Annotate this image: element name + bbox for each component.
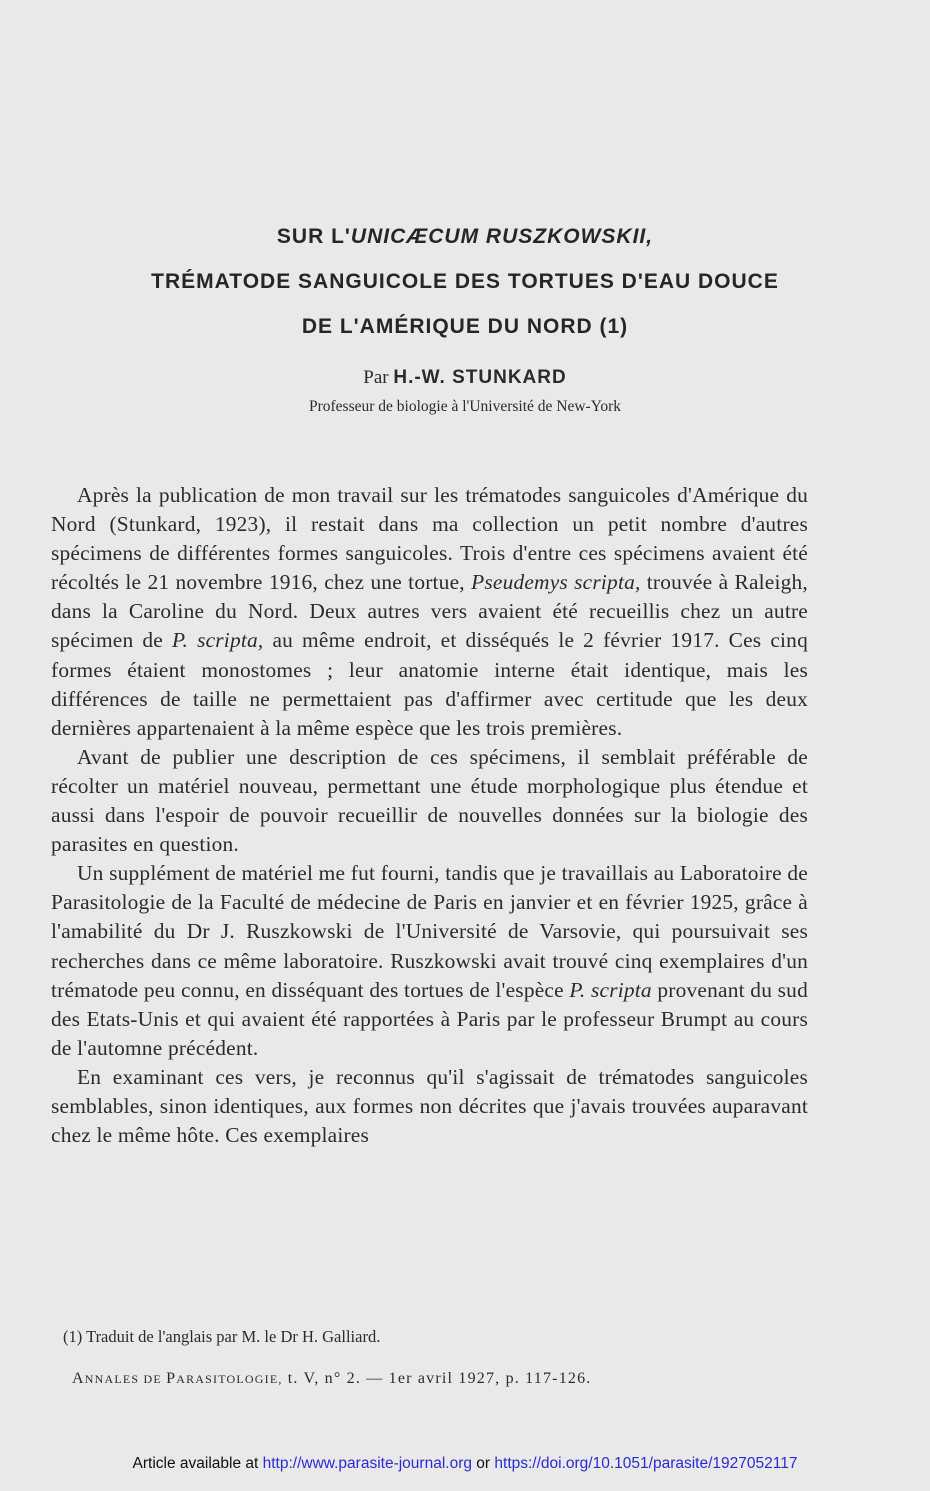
article-title [0, 214, 930, 349]
title-line-1 [0, 214, 930, 259]
author-name: H.-W. STUNKARD [393, 367, 567, 388]
journal-name-initial-p: P [166, 1370, 177, 1387]
author-prefix: Par [363, 367, 389, 388]
author-line [0, 367, 930, 389]
species-name: Pseudemys scripta, [471, 570, 641, 595]
footer-separator: or [471, 1455, 495, 1472]
paragraph-1-text-c: au même endroit, et disséqués le 2 février 1917. Ces cinq formes étaient monostomes ; leur anatomie interne était identique, mais les différences de taille ne permettaient pas d'affirmer avec certitude que les deux dernières appartenaient à la même espèce que les trois premières. [51, 628, 808, 740]
paragraph-2: Avant de publier une description de ces spécimens, il semblait préférable de récolter un matériel nouveau, permettant une étude morphologique plus étendue et aussi dans l'espoir de pouvoir recueillir de nouvelles données sur la biologie des parasites en question. [51, 744, 808, 857]
availability-footer [0, 1455, 930, 1473]
footer-prefix: Article available at [132, 1455, 263, 1472]
paragraph-3 [51, 859, 808, 1063]
journal-name-initial-a: A [72, 1370, 85, 1387]
author-affiliation: Professeur de biologie à l'Université de New-York [308, 398, 621, 415]
doi-link[interactable]: https://doi.org/10.1051/parasite/1927052117 [494, 1455, 798, 1472]
species-name: P. scripta, [172, 628, 264, 653]
species-name: P. scripta [569, 977, 652, 1002]
title-line-1-species: UNICÆCUM RUSZKOWSKII, [350, 225, 654, 248]
title-line-3: DE L'AMÉRIQUE DU NORD (1) [301, 315, 629, 338]
paragraph-3-text-a: Un supplément de matériel me fut fourni, tandis que je travaillais au Laboratoire de Parasitologie de la Faculté de médecine de Paris en janvier et en février 1925, grâce à l'amabilité du Dr J. Ruszkowski de l'Université de Varsovie, qui poursuivait ses recherches dans ce même laboratoire. Ruszkowski avait trouvé cinq exemplaires d'un trématode peu connu, en disséquant des tortues de l'espèce [51, 861, 808, 1002]
footnote: (1) Traduit de l'anglais par M. le Dr H. Galliard. [63, 1327, 381, 1346]
title-line-1-prefix: SUR L' [276, 225, 351, 248]
title-line-2: TRÉMATODE SANGUICOLE DES TORTUES D'EAU DOUCE [151, 270, 779, 293]
paragraph-4: En examinant ces vers, je reconnus qu'il s'agissait de trématodes sanguicoles semblables, sinon identiques, aux formes non décrites que j'avais trouvées auparavant chez le même hôte. Ces exemplaires [51, 1064, 808, 1148]
paragraph-1-text-a: Après la publication de mon travail sur les trématodes sanguicoles d'Amérique du Nord (Stunkard, 1923), il restait dans ma collection un petit nombre d'autres spécimens de différentes formes sanguicoles. Trois d'entre ces spécimens avaient été récoltés le 21 novembre 1916, chez une tortue, [51, 483, 808, 595]
journal-name-part-d: ARASITOLOGIE, [176, 1372, 283, 1386]
paragraph-1-text-b: trouvée à Raleigh, dans la Caroline du Nord. Deux autres vers avaient été recueillis chez un autre spécimen de [51, 570, 808, 653]
journal-issue-details: t. V, n° 2. — 1er avril 1927, p. 117-126. [282, 1370, 592, 1387]
journal-name-part-b: NNALES DE [84, 1372, 167, 1386]
paragraph-1 [51, 481, 808, 743]
journal-website-link[interactable]: http://www.parasite-journal.org [262, 1455, 472, 1472]
paragraph-3-text-b: provenant du sud des Etats-Unis et qui avaient été rapportées à Paris par le professeur Brumpt au cours de l'automne précédent. [51, 977, 808, 1060]
journal-citation [72, 1370, 592, 1388]
article-body [51, 481, 808, 1150]
